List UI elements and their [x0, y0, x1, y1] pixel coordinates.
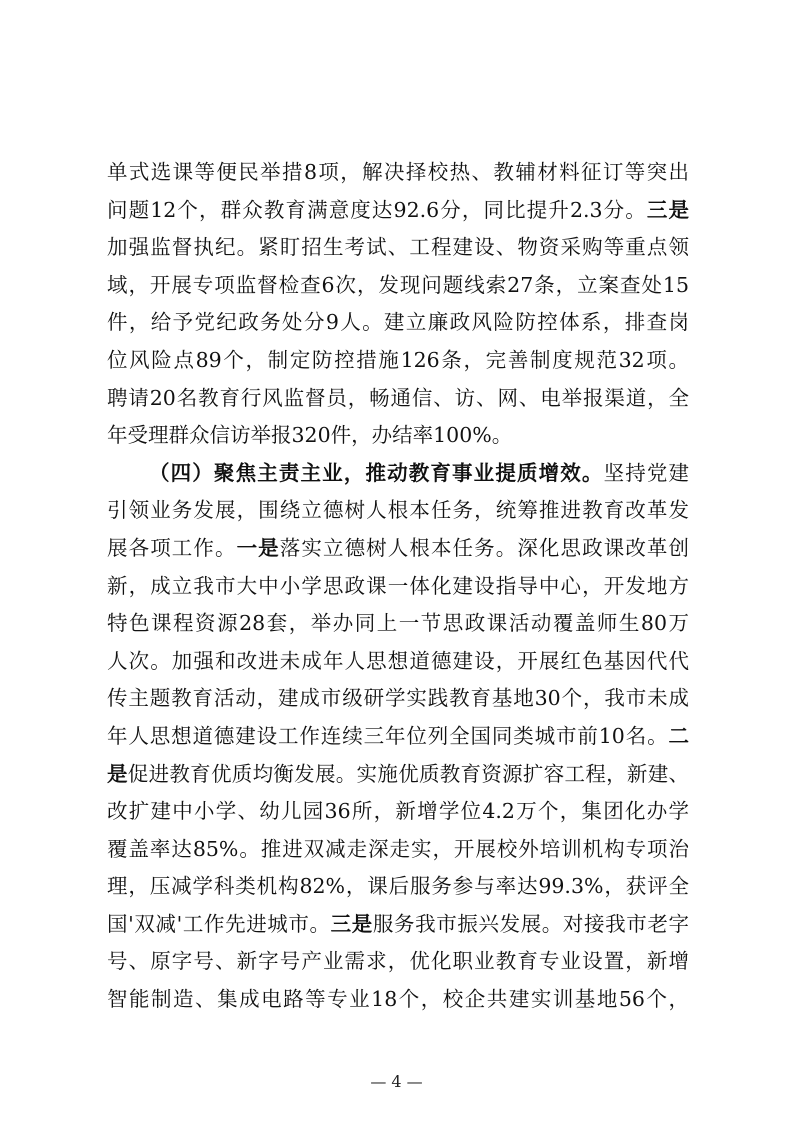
text-run: 位风险点89个，制定防控措施126条，完善制度规范32项。: [107, 347, 689, 372]
text-line: [107, 380, 689, 418]
text-line: [107, 981, 689, 1019]
text-run: 改扩建中小学、幼儿园36所，新增学位4.2万个，集团化办学: [107, 799, 689, 824]
text-line: [107, 943, 689, 981]
text-run: 促进教育优质均衡发展。实施优质教育资源扩容工程，新建、: [127, 761, 689, 786]
text-line: [107, 192, 689, 230]
text-line: [107, 492, 689, 530]
text-line: [107, 680, 689, 718]
text-run: 问题12个，群众教育满意度达92.6分，同比提升2.3分。: [107, 197, 647, 222]
bold-text-run: 是: [107, 761, 128, 786]
text-run: 单式选课等便民举措8项，解决择校热、教辅材料征订等突出: [107, 160, 689, 184]
text-line: [107, 568, 689, 606]
text-line: [107, 530, 689, 568]
text-run: 覆盖率达85%。推进双减走深走实，开展校外培训机构专项治: [107, 836, 689, 861]
bold-text-run: 三是: [330, 911, 373, 936]
text-line: [107, 154, 689, 192]
page-number: — 4 —: [370, 1072, 423, 1091]
text-run: 服务我市振兴发展。对接我市老字: [372, 911, 689, 936]
text-line: [107, 793, 689, 831]
text-run: 聘请20名教育行风监督员，畅通信、访、网、电举报渠道，全: [107, 385, 689, 410]
text-line: [107, 643, 689, 681]
text-line: [107, 267, 689, 305]
document-body: [107, 154, 689, 1019]
text-run: 加强监督执纪。紧盯招生考试、工程建设、物资采购等重点领: [107, 235, 689, 260]
text-run: 特色课程资源28套，举办同上一节思政课活动覆盖师生80万: [107, 611, 689, 636]
text-line: [107, 229, 689, 267]
text-run: 智能制造、集成电路等专业18个，校企共建实训基地56个，: [107, 987, 689, 1012]
text-run: 人次。加强和改进未成年人思想道德建设，开展红色基因代代: [107, 648, 689, 673]
text-run: 号、原字号、新字号产业需求，优化职业教育专业设置，新增: [107, 949, 689, 974]
text-run: 域，开展专项监督检查6次，发现问题线索27条，立案查处15: [107, 272, 689, 297]
bold-text-run: 三是: [646, 197, 690, 222]
text-run: 引领业务发展，围绕立德树人根本任务，统筹推进教育改革发: [107, 498, 689, 523]
text-run: 坚持党建: [603, 460, 689, 485]
text-line: [107, 455, 689, 493]
text-line: [107, 342, 689, 380]
paragraph: [107, 455, 689, 1019]
bold-text-run: 一是: [236, 535, 280, 560]
text-line: [107, 868, 689, 906]
text-run: 件，给予党纪政务处分9人。建立廉政风险防控体系，排查岗: [107, 310, 689, 335]
bold-text-run: 二: [668, 723, 689, 748]
text-line: [107, 417, 689, 455]
text-run: 落实立德树人根本任务。深化思政课改革创: [279, 535, 690, 560]
text-run: 展各项工作。: [107, 535, 237, 560]
text-run: 理，压减学科类机构82%，课后服务参与率达99.3%，获评全: [107, 874, 689, 899]
text-line: [107, 756, 689, 794]
text-line: [107, 304, 689, 342]
paragraph: [107, 154, 689, 455]
text-line: [107, 906, 689, 944]
text-run: 新，成立我市大中小学思政课一体化建设指导中心，开发地方: [107, 573, 689, 598]
text-run: 年人思想道德建设工作连续三年位列全国同类城市前10名。: [107, 723, 669, 748]
text-run: 国'双减'工作先进城市。: [107, 911, 331, 936]
text-line: [107, 605, 689, 643]
text-run: 传主题教育活动，建成市级研学实践教育基地30个，我市未成: [107, 686, 689, 711]
bold-text-run: （四）聚焦主责主业，推动教育事业提质增效。: [149, 460, 604, 485]
text-line: [107, 718, 689, 756]
text-run: 年受理群众信访举报320件，办结率100%。: [107, 423, 513, 448]
text-line: [107, 831, 689, 869]
